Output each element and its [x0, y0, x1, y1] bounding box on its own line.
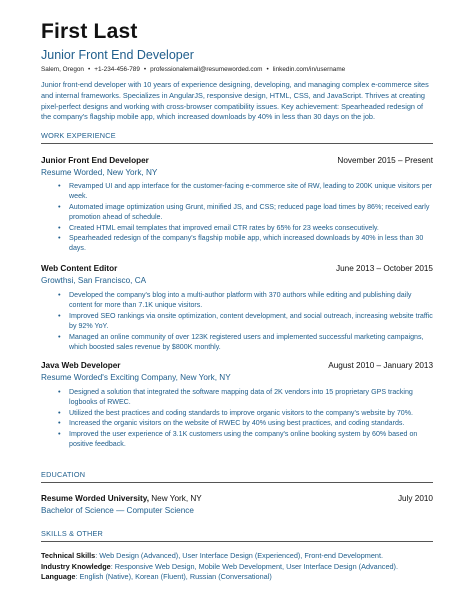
job-bullet: • Revamped UI and app interface for the customer-facing e-commerce site of RW, leading to 200K unique visitors per week. [41, 181, 433, 202]
job-bullet: • Managed an online community of over 123K registered users and implemented successful marketing campaigns, which boosted sales revenue by $800K monthly. [41, 332, 433, 353]
skills-value: : Responsive Web Design, Mobile Web Development, User Interface Design (Advanced). [110, 561, 399, 571]
summary-paragraph: Junior front-end developer with 10 years of experience designing, developing, and managing complex e-commerce sites and internal frameworks. Specializes in AngularJS, responsive design, HTML, CSS, and JavaScript. Thrives at creating pixel-perfect designs and working with cross-browser compatibility issues. Key achievement: Spearheaded redesign of the company's flagship mobile app, which increased downloads by 40% in less than 30 days on the job. [41, 80, 429, 122]
skills-list [41, 551, 433, 583]
contact-location: Salem, Oregon [41, 66, 84, 73]
job-bullet-list [41, 290, 433, 352]
job-bullet: • Created HTML email templates that improved email CTR rates by 65% for 23 weeks consecutively. [41, 223, 433, 233]
skills-row [41, 551, 433, 562]
contact-separator: • [266, 66, 269, 73]
job-bullet-list [41, 181, 433, 254]
skills-value: : English (Native), Korean (Fluent), Russian (Conversational) [75, 572, 272, 582]
job-bullet: • Improved the user experience of 3.1K customers using the company's online booking system by 60% based on positive feedback. [41, 429, 433, 450]
section-divider [41, 541, 433, 542]
job-company: Resume Worded's Exciting Company, New York, NY [41, 373, 231, 382]
job-dates: June 2013 – October 2015 [336, 264, 433, 273]
job-title: Web Content Editor [41, 264, 118, 273]
education-school: Resume Worded University, [41, 494, 149, 503]
skills-label: Technical Skills [41, 551, 96, 560]
education-degree: Bachelor of Science — Computer Science [41, 506, 194, 515]
job-bullet: • Spearheaded redesign of the company's flagship mobile app, which increased downloads by 40% in less than 30 days. [41, 233, 433, 254]
skills-value: : Web Design (Advanced), User Interface Design (Experienced), Front-end Development. [95, 551, 384, 560]
job-title: Java Web Developer [41, 361, 121, 370]
job-bullet: • Automated image optimization using Grunt, minified JS, and CSS; reduced page load times by 86%; received early promotion ahead of schedule. [41, 202, 433, 223]
education-location: New York, NY [148, 494, 202, 503]
contact-email[interactable]: professionalemail@resumeworded.com [150, 66, 263, 73]
job-company: Growthsi, San Francisco, CA [41, 276, 147, 285]
skills-row [41, 562, 433, 573]
candidate-name: First Last [41, 20, 138, 43]
skills-label: Language [41, 572, 76, 582]
job-dates: August 2010 – January 2013 [328, 361, 433, 370]
job-company: Resume Worded, New York, NY [41, 168, 158, 177]
job-dates: November 2015 – Present [337, 156, 433, 165]
contact-separator: • [87, 66, 91, 73]
section-divider [41, 482, 433, 483]
job-bullet: • Improved SEO rankings via onsite optimization, content development, and social outreach, increasing website traffic by 92% YoY. [41, 311, 433, 332]
job-bullet: • Designed a solution that integrated the software mapping data of 2K vendors into 15 proprietary GPS tracking logbooks of RWEC. [41, 387, 433, 408]
education-date: July 2010 [397, 494, 433, 503]
section-title-education: EDUCATION [41, 470, 86, 479]
section-title-skills: SKILLS & OTHER [41, 529, 104, 538]
education-school-line [41, 494, 202, 503]
job-title: Junior Front End Developer [41, 156, 149, 165]
section-divider [41, 143, 433, 144]
section-title-experience: WORK EXPERIENCE [41, 131, 116, 140]
skills-row [41, 572, 433, 583]
candidate-role: Junior Front End Developer [41, 48, 194, 62]
job-bullet: • Increased the organic visitors on the website of RWEC by 40% using best practices, and coding standards. [41, 418, 433, 428]
contact-phone: +1-234-456-789 [94, 66, 140, 73]
contact-linkedin[interactable]: linkedin.com/in/username [272, 66, 346, 73]
job-bullet: • Developed the company's blog into a multi-author platform with 370 authors while editing and publishing daily content for more than 7.1K unique visitors. [41, 290, 433, 311]
skills-label: Industry Knowledge [41, 561, 111, 571]
job-bullet-list [41, 387, 433, 449]
contact-separator: • [143, 66, 147, 73]
job-bullet: • Utilized the best practices and coding standards to improve organic visitors to the company's website by 70%. [41, 408, 433, 418]
contact-line [41, 66, 345, 73]
